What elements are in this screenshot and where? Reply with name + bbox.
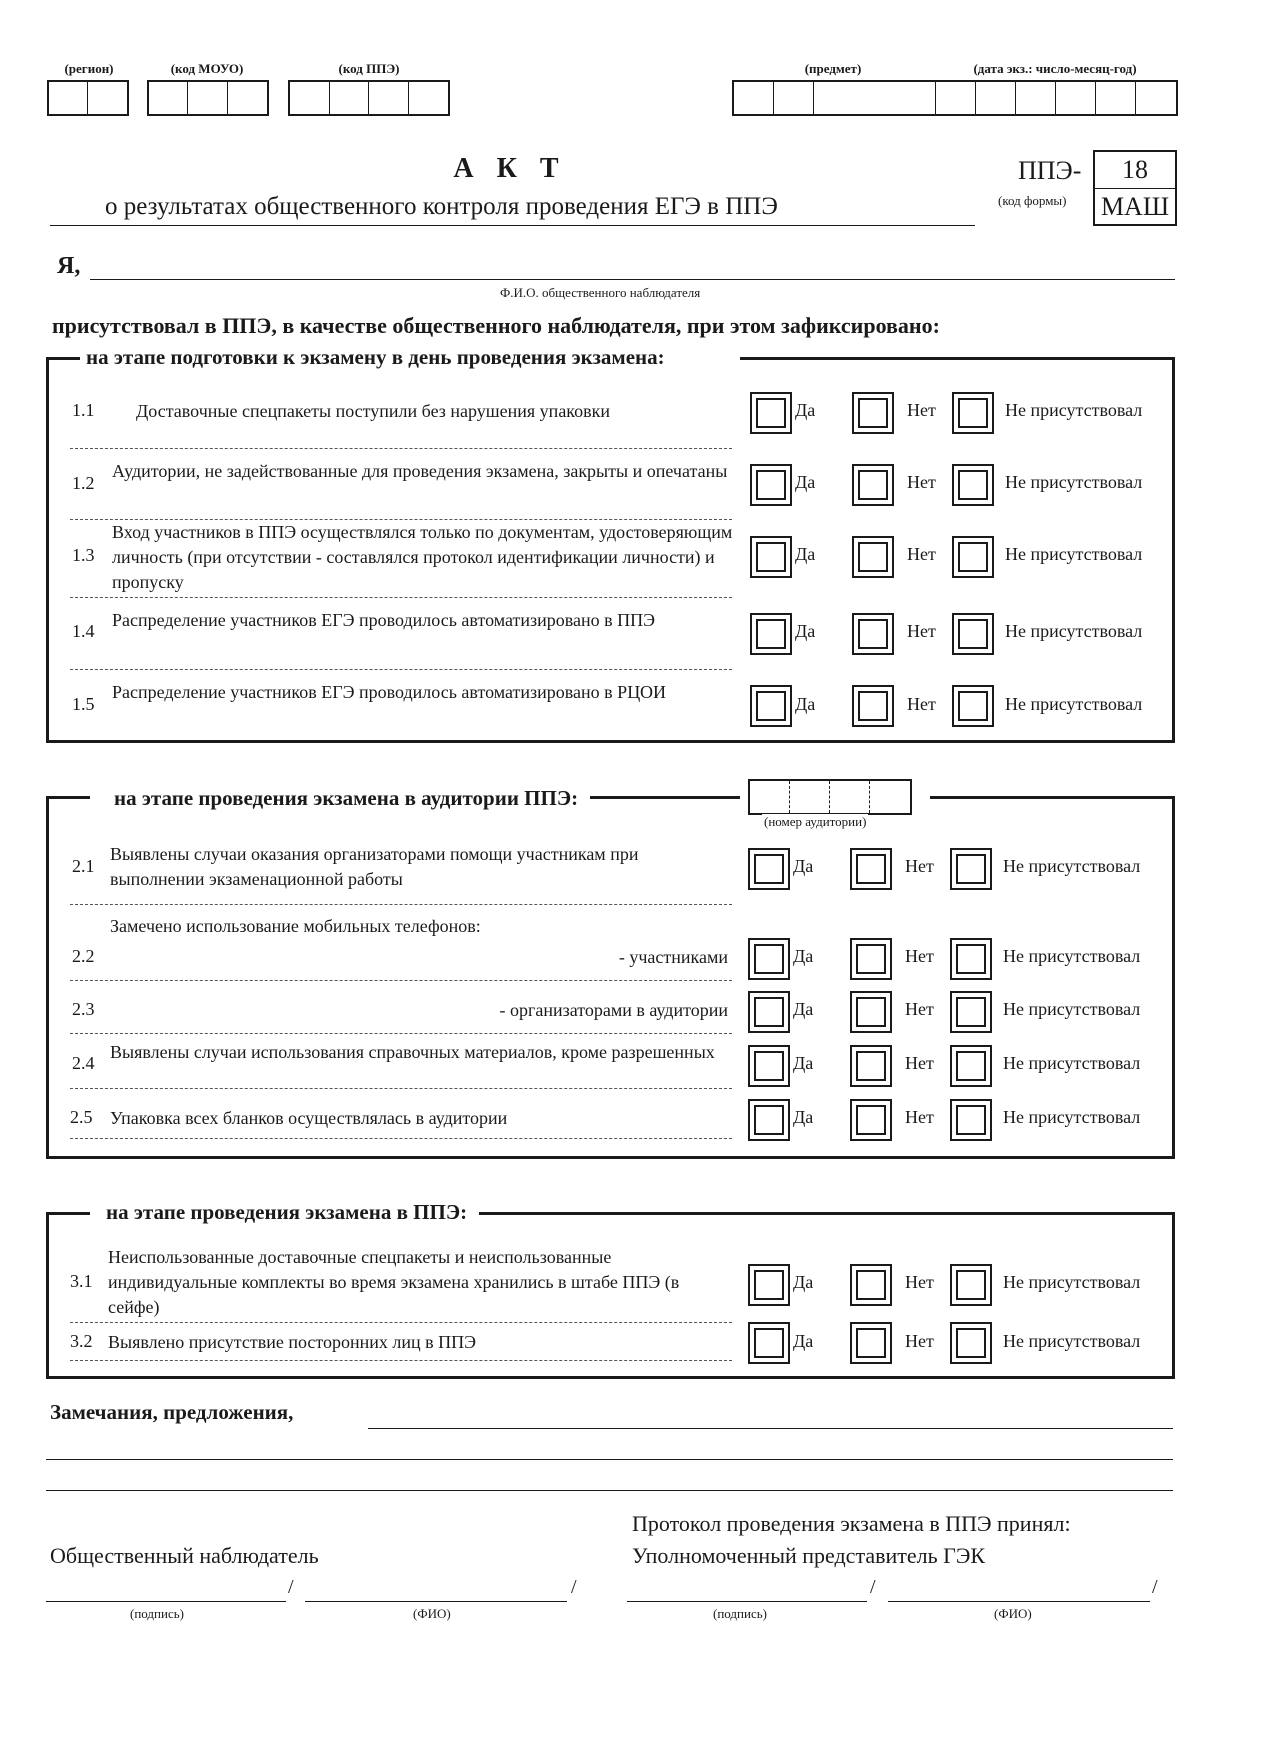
item-text: - участниками xyxy=(618,947,728,967)
remarks-line-2[interactable] xyxy=(46,1459,1173,1460)
option-no-label: Нет xyxy=(907,621,936,641)
observer-prefix: Я, xyxy=(57,253,81,279)
checkbox-no[interactable] xyxy=(852,613,894,655)
moyo-field[interactable] xyxy=(147,80,269,116)
option-no-label: Нет xyxy=(907,544,936,564)
form-code-box xyxy=(1093,150,1177,226)
option-yes-label: Да xyxy=(795,694,816,714)
checkbox-absent[interactable] xyxy=(950,1322,992,1364)
checkbox-no[interactable] xyxy=(850,991,892,1033)
checkbox-yes[interactable] xyxy=(750,392,792,434)
checkbox-no[interactable] xyxy=(852,392,894,434)
item-text: Распределение участников ЕГЭ проводилось автоматизировано в РЦОИ xyxy=(112,682,666,702)
item-number: 3.1 xyxy=(70,1271,93,1291)
item-number: 1.1 xyxy=(72,400,95,420)
checkbox-absent[interactable] xyxy=(952,685,994,727)
checkbox-yes[interactable] xyxy=(748,848,790,890)
item-number: 2.4 xyxy=(72,1053,95,1073)
document-subtitle: о результатах общественного контроля проведения ЕГЭ в ППЭ xyxy=(105,193,778,220)
remarks-label: Замечания, предложения, xyxy=(50,1400,294,1424)
ppe-code-label: (код ППЭ) xyxy=(338,61,400,76)
slash: / xyxy=(1152,1576,1158,1598)
subtitle-underline xyxy=(50,225,975,226)
form-code-number: 18 xyxy=(1095,152,1175,189)
option-absent-label: Не присутствовал xyxy=(1003,1272,1141,1292)
item-text: Выявлены случаи использования справочных материалов, кроме разрешенных xyxy=(110,1042,715,1062)
observer-signature-field[interactable] xyxy=(46,1601,286,1602)
form-code-prefix: ППЭ- xyxy=(1018,156,1082,185)
option-no-label: Нет xyxy=(907,694,936,714)
observer-name-field[interactable] xyxy=(90,279,1175,280)
option-yes-label: Да xyxy=(793,946,814,966)
option-no-label: Нет xyxy=(905,1053,934,1073)
option-yes-label: Да xyxy=(793,1331,814,1351)
checkbox-absent[interactable] xyxy=(952,392,994,434)
observer-caption: Ф.И.О. общественного наблюдателя xyxy=(500,285,701,300)
item-text: Распределение участников ЕГЭ проводилось автоматизировано в ППЭ xyxy=(112,610,656,630)
remarks-line-1[interactable] xyxy=(368,1428,1173,1429)
option-yes-label: Да xyxy=(793,1107,814,1127)
option-yes-label: Да xyxy=(793,856,814,876)
observer-title: Общественный наблюдатель xyxy=(50,1543,319,1568)
item-text: Аудитории, не задействованные для проведения экзамена, закрыты и опечатаны xyxy=(112,461,728,481)
room-number-field[interactable] xyxy=(748,779,912,815)
option-yes-label: Да xyxy=(795,472,816,492)
option-no-label: Нет xyxy=(907,400,936,420)
checkbox-absent[interactable] xyxy=(950,1264,992,1306)
subject-label: (предмет) xyxy=(804,61,862,76)
item-text: Выявлены случаи оказания организаторами помощи участникам при выполнении экзаменационной работы xyxy=(110,844,639,889)
item-number: 2.1 xyxy=(72,856,95,876)
phones-header: Замечено использование мобильных телефонов: xyxy=(110,916,481,936)
option-absent-label: Не присутствовал xyxy=(1003,1331,1141,1351)
slash: / xyxy=(870,1576,876,1598)
item-text: Доставочные спецпакеты поступили без нарушения упаковки xyxy=(136,401,611,421)
checkbox-yes[interactable] xyxy=(748,1045,790,1087)
option-absent-label: Не присутствовал xyxy=(1005,621,1143,641)
observer-fio-field[interactable] xyxy=(305,1601,567,1602)
option-no-label: Нет xyxy=(905,856,934,876)
checkbox-yes[interactable] xyxy=(748,1099,790,1141)
option-no-label: Нет xyxy=(907,472,936,492)
gek-title: Уполномоченный представитель ГЭК xyxy=(632,1543,986,1568)
checkbox-absent[interactable] xyxy=(952,464,994,506)
item-number: 1.5 xyxy=(72,694,95,714)
option-absent-label: Не присутствовал xyxy=(1003,1107,1141,1127)
item-number: 2.3 xyxy=(72,999,95,1019)
option-absent-label: Не присутствовал xyxy=(1005,544,1143,564)
checkbox-yes[interactable] xyxy=(748,991,790,1033)
fio-label: (ФИО) xyxy=(413,1606,451,1621)
checkbox-absent[interactable] xyxy=(950,1045,992,1087)
item-text: Выявлено присутствие посторонних лиц в ППЭ xyxy=(108,1332,477,1352)
option-absent-label: Не присутствовал xyxy=(1005,694,1143,714)
item-number: 2.5 xyxy=(70,1107,93,1127)
region-field[interactable] xyxy=(47,80,129,116)
intro-text: присутствовал в ППЭ, в качестве общественного наблюдателя, при этом зафиксировано: xyxy=(52,313,940,338)
ppe-code-field[interactable] xyxy=(288,80,450,116)
item-number: 1.4 xyxy=(72,621,95,641)
checkbox-absent[interactable] xyxy=(950,938,992,980)
gek-fio-field[interactable] xyxy=(888,1601,1150,1602)
item-number: 1.2 xyxy=(72,473,95,493)
signature-label: (подпись) xyxy=(713,1606,767,1621)
checkbox-no[interactable] xyxy=(852,464,894,506)
slash: / xyxy=(288,1576,294,1598)
option-yes-label: Да xyxy=(793,1272,814,1292)
checkbox-absent[interactable] xyxy=(952,613,994,655)
option-absent-label: Не присутствовал xyxy=(1003,999,1141,1019)
option-no-label: Нет xyxy=(905,1107,934,1127)
option-absent-label: Не присутствовал xyxy=(1003,1053,1141,1073)
item-number: 1.3 xyxy=(72,545,95,565)
form-code-label: (код формы) xyxy=(998,193,1067,208)
checkbox-no[interactable] xyxy=(850,1045,892,1087)
checkbox-yes[interactable] xyxy=(748,938,790,980)
option-yes-label: Да xyxy=(795,621,816,641)
form-code-suffix: МАШ xyxy=(1100,192,1170,221)
option-absent-label: Не присутствовал xyxy=(1005,400,1143,420)
checkbox-yes[interactable] xyxy=(748,1322,790,1364)
option-yes-label: Да xyxy=(793,999,814,1019)
item-text: Вход участников в ППЭ осуществлялся только по документам, удостоверяющим личность (при отсутствии - составлялся протокол идентификации личности) и пропуску xyxy=(112,522,733,592)
checkbox-yes[interactable] xyxy=(750,685,792,727)
checkbox-no[interactable] xyxy=(852,685,894,727)
fio-label: (ФИО) xyxy=(994,1606,1032,1621)
checkbox-no[interactable] xyxy=(850,1264,892,1306)
checkbox-no[interactable] xyxy=(852,536,894,578)
checkbox-no[interactable] xyxy=(850,848,892,890)
option-yes-label: Да xyxy=(795,400,816,420)
option-no-label: Нет xyxy=(905,946,934,966)
item-text: Неиспользованные доставочные спецпакеты и неиспользованные индивидуальные комплекты во время экзамена хранились в штабе ППЭ (в сейфе) xyxy=(108,1247,680,1317)
moyo-label: (код МОУО) xyxy=(170,61,244,76)
gek-signature-field[interactable] xyxy=(627,1601,867,1602)
region-label: (регион) xyxy=(64,61,114,76)
slash: / xyxy=(571,1576,577,1598)
room-number-label: (номер аудитории) xyxy=(764,814,867,829)
checkbox-yes[interactable] xyxy=(750,464,792,506)
subject-date-field[interactable] xyxy=(732,80,1178,116)
section-exam-ppe-title: на этапе проведения экзамена в ППЭ: xyxy=(90,1200,479,1225)
checkbox-no[interactable] xyxy=(850,1322,892,1364)
checkbox-absent[interactable] xyxy=(952,536,994,578)
checkbox-absent[interactable] xyxy=(950,1099,992,1141)
option-no-label: Нет xyxy=(905,1331,934,1351)
option-yes-label: Да xyxy=(793,1053,814,1073)
option-no-label: Нет xyxy=(905,999,934,1019)
checkbox-absent[interactable] xyxy=(950,991,992,1033)
option-no-label: Нет xyxy=(905,1272,934,1292)
option-absent-label: Не присутствовал xyxy=(1005,472,1143,492)
item-number: 2.2 xyxy=(72,946,95,966)
signature-label: (подпись) xyxy=(130,1606,184,1621)
checkbox-yes[interactable] xyxy=(750,613,792,655)
remarks-line-3[interactable] xyxy=(46,1490,1173,1491)
option-yes-label: Да xyxy=(795,544,816,564)
option-absent-label: Не присутствовал xyxy=(1003,856,1141,876)
section-exam-room-title: на этапе проведения экзамена в аудитории ППЭ: xyxy=(90,786,590,811)
section-preparation-title: на этапе подготовки к экзамену в день проведения экзамена: xyxy=(80,345,740,370)
checkbox-absent[interactable] xyxy=(950,848,992,890)
item-number: 3.2 xyxy=(70,1331,93,1351)
checkbox-yes[interactable] xyxy=(750,536,792,578)
date-label: (дата экз.: число-месяц-год) xyxy=(973,61,1137,76)
checkbox-no[interactable] xyxy=(850,938,892,980)
item-text: Упаковка всех бланков осуществлялась в аудитории xyxy=(110,1108,508,1128)
item-text: - организаторами в аудитории xyxy=(499,1000,728,1020)
option-absent-label: Не присутствовал xyxy=(1003,946,1141,966)
checkbox-yes[interactable] xyxy=(748,1264,790,1306)
protocol-title: Протокол проведения экзамена в ППЭ принял: xyxy=(632,1511,1071,1536)
checkbox-no[interactable] xyxy=(850,1099,892,1141)
document-title: А К Т xyxy=(453,153,567,184)
